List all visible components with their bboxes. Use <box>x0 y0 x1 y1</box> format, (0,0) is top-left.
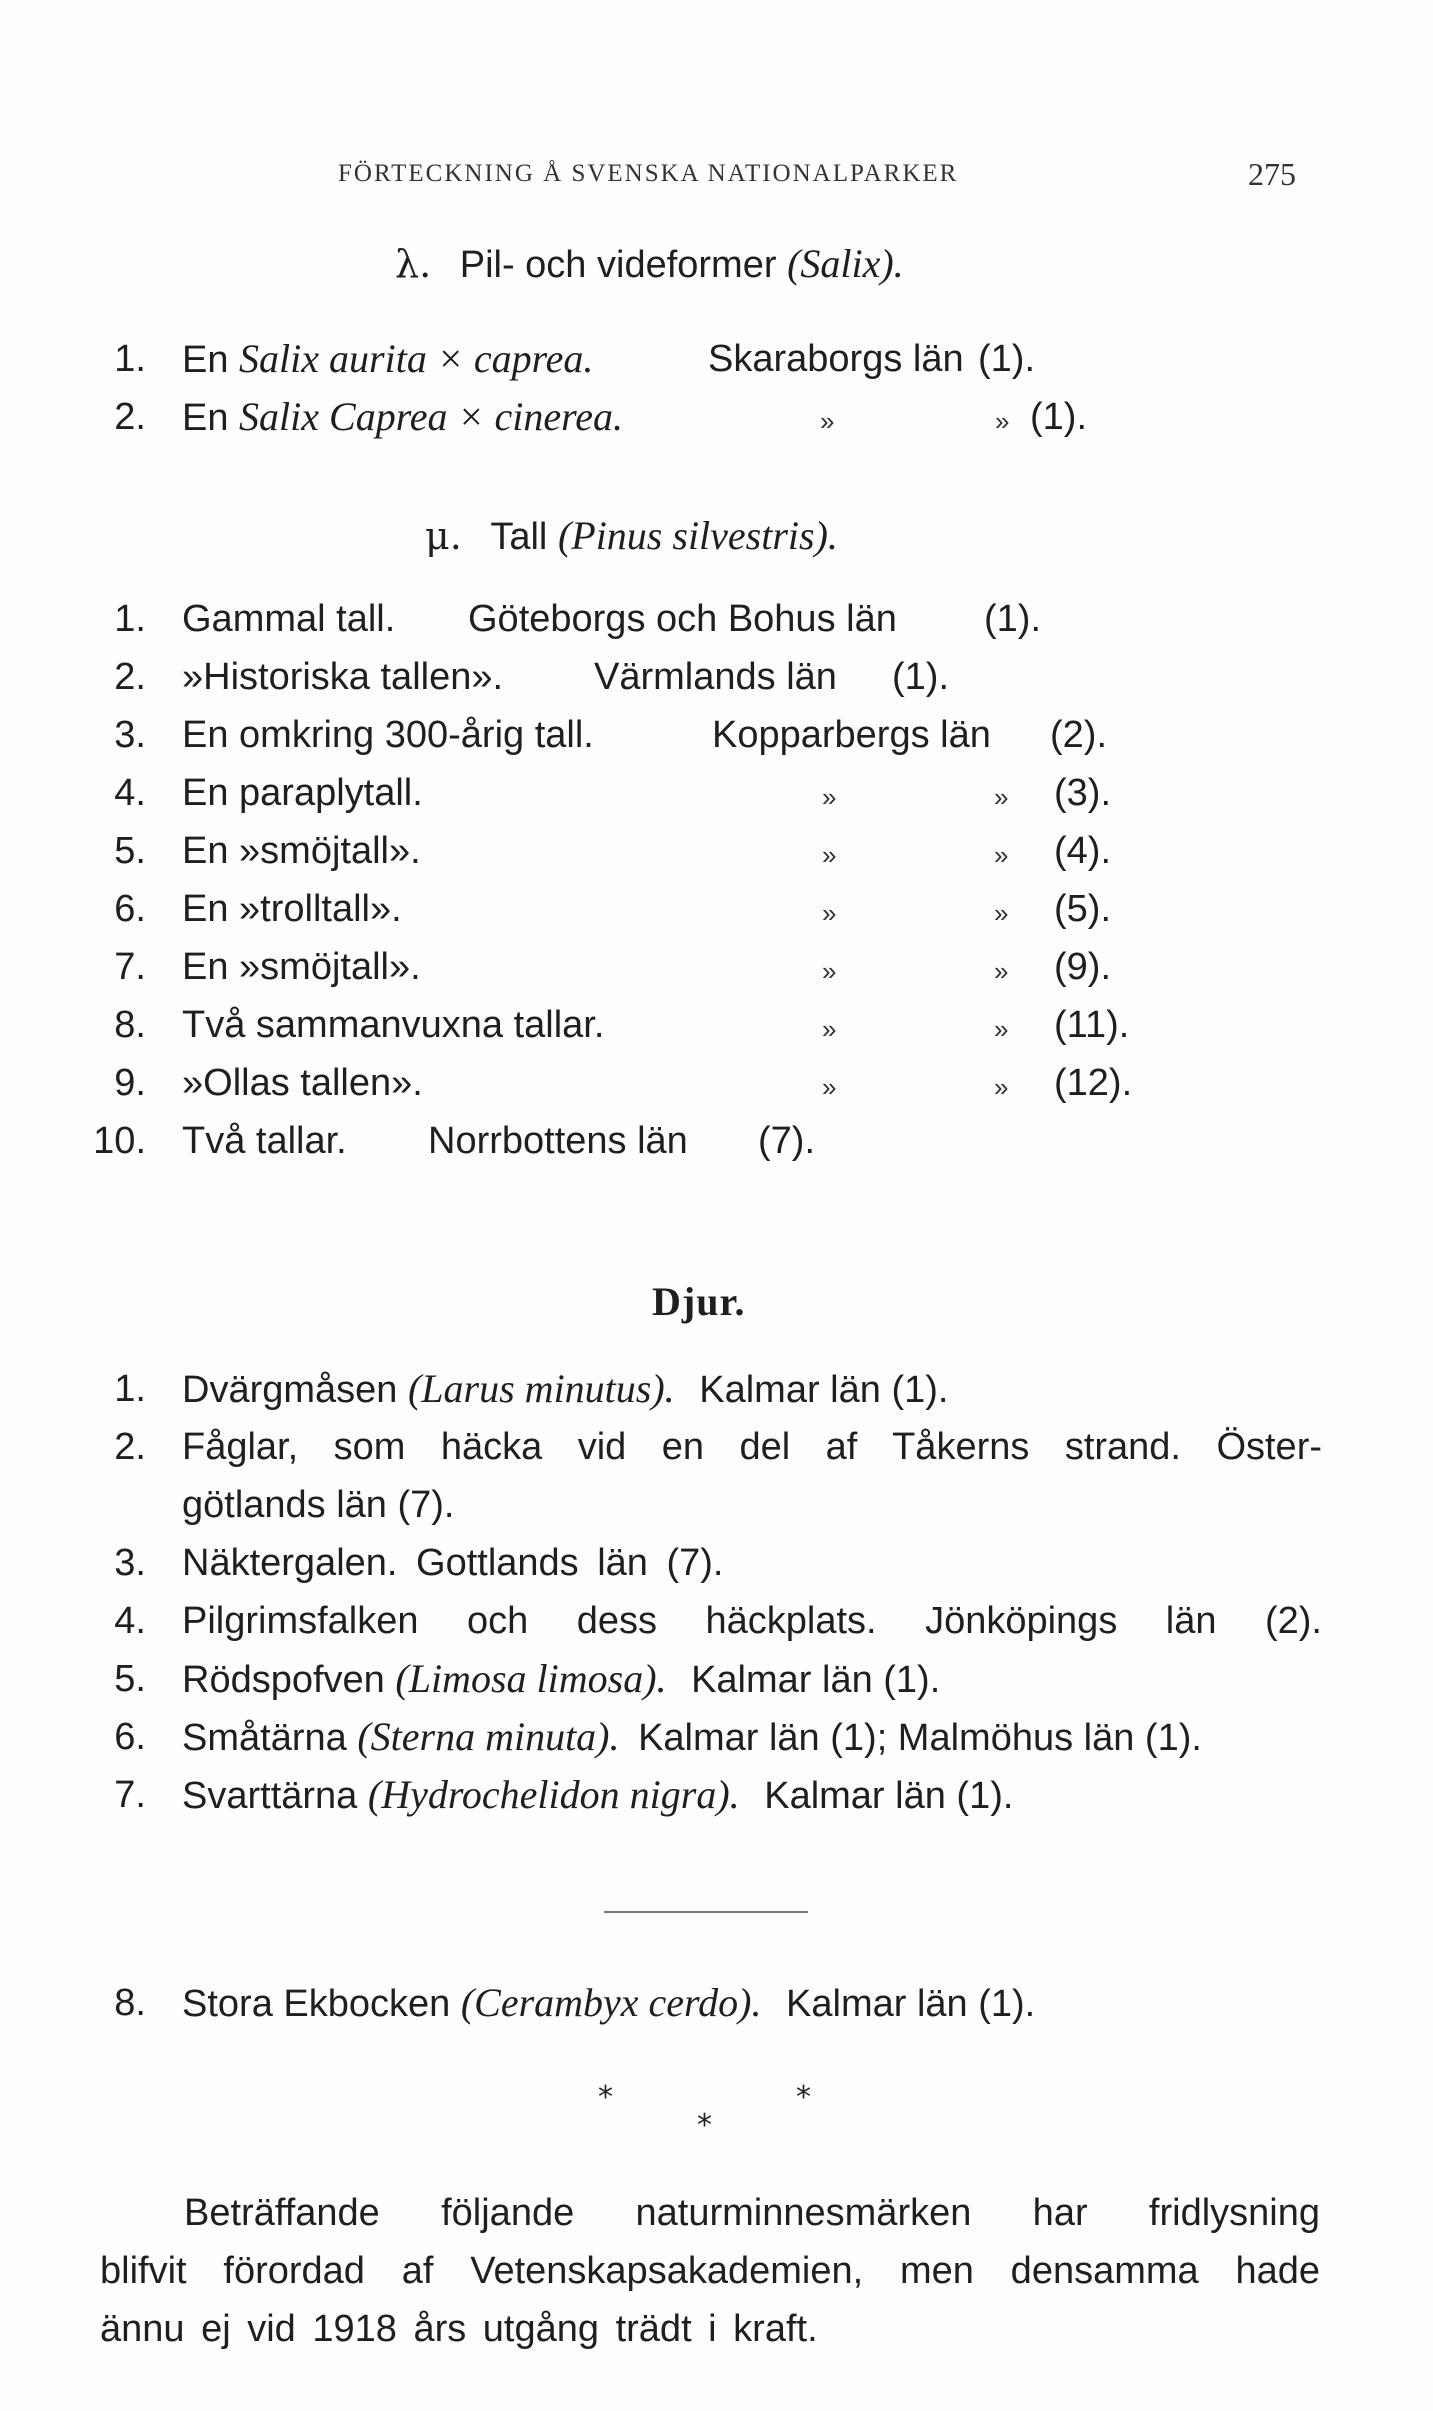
item-text: Näktergalen. Gottlands län (7). <box>182 1542 724 1584</box>
item-text: En paraplytall. <box>182 772 423 814</box>
item-number: 8. <box>114 1004 146 1046</box>
item-text: Rödspofven <box>182 1659 385 1701</box>
closing-paragraph <box>100 2184 1320 2358</box>
section-title: Tall <box>490 516 548 558</box>
count: (12). <box>1054 1062 1133 1104</box>
ditto-mark: » <box>994 840 1009 870</box>
item-number: 6. <box>114 1716 146 1758</box>
item-text: götlands län (7). <box>182 1484 455 1526</box>
page-number: 275 <box>1248 156 1296 192</box>
latin-name: (Sterna minuta). <box>357 1714 620 1759</box>
ditto-mark: » <box>994 1014 1009 1044</box>
item-text: Småtärna <box>182 1717 347 1759</box>
item-text: Svarttärna <box>182 1775 358 1817</box>
latin-name: (Limosa limosa). <box>395 1656 667 1701</box>
item-number: 1. <box>114 598 146 640</box>
latin-name: (Cerambyx cerdo). <box>460 1980 762 2025</box>
item-number: 3. <box>114 714 146 756</box>
count: (7). <box>758 1120 815 1162</box>
item-number: 7. <box>114 1774 146 1816</box>
asterisk: * <box>796 2080 811 2115</box>
item-text: En <box>182 397 229 439</box>
county: Norrbottens län <box>428 1120 688 1162</box>
item-number: 6. <box>114 888 146 930</box>
item-text: »Historiska tallen». <box>182 656 504 698</box>
ditto-mark: » <box>822 1072 837 1102</box>
section-title-djur: Djur. <box>652 1279 746 1324</box>
count: (11). <box>1054 1004 1130 1046</box>
item-number: 9. <box>114 1062 146 1104</box>
ditto-mark: » <box>822 782 837 812</box>
item-text: Fåglar, som häcka vid en del af Tåkerns strand. Öster- <box>182 1426 1322 1468</box>
item-number: 5. <box>114 830 146 872</box>
count: (5). <box>1054 888 1111 930</box>
item-number: 2. <box>114 656 146 698</box>
county: Kalmar län (1). <box>691 1659 941 1701</box>
ditto-mark: » <box>822 1014 837 1044</box>
ditto-mark: » <box>822 956 837 986</box>
salix-heading <box>395 240 904 287</box>
item-number: 4. <box>114 1600 146 1642</box>
item-text: Pilgrimsfalken och dess häckplats. Jönköpings län (2). <box>182 1600 1322 1642</box>
ditto-mark: » <box>820 406 835 436</box>
running-head: FÖRTECKNING Å SVENSKA NATIONALPARKER <box>338 160 959 187</box>
county: Göteborgs och Bohus län <box>468 598 897 640</box>
ditto-mark: » <box>994 898 1009 928</box>
ditto-mark: » <box>822 840 837 870</box>
item-text: Gammal tall. <box>182 598 396 640</box>
paragraph-line: ännu ej vid 1918 års utgång trädt i kraft. <box>100 2308 818 2350</box>
count: (4). <box>1054 830 1111 872</box>
ditto-mark: » <box>994 782 1009 812</box>
section-title-latin: (Pinus silvestris). <box>557 513 838 558</box>
item-text: Dvärgmåsen <box>182 1369 398 1411</box>
county: Skaraborgs län <box>708 338 964 380</box>
item-text: En »trolltall». <box>182 888 402 930</box>
count: (9). <box>1054 946 1111 988</box>
item-text: En »smöjtall». <box>182 946 421 988</box>
latin-name: Salix Caprea × cinerea. <box>239 394 623 439</box>
item-text: Stora Ekbocken <box>182 1983 451 2025</box>
county: Kopparbergs län <box>712 714 991 756</box>
count: (1). <box>984 598 1041 640</box>
asterisk: * <box>598 2080 613 2115</box>
item-text: En omkring 300-årig tall. <box>182 714 594 756</box>
county: Kalmar län (1). <box>764 1775 1014 1817</box>
item-number: 7. <box>114 946 146 988</box>
item-text: Två tallar. <box>182 1120 347 1162</box>
item-number: 3. <box>114 1542 146 1584</box>
item-number: 4. <box>114 772 146 814</box>
count: (1). <box>892 656 949 698</box>
count: (3). <box>1054 772 1111 814</box>
item-number: 8. <box>114 1982 146 2024</box>
count: (1). <box>1030 396 1087 438</box>
county: Kalmar län (1). <box>699 1369 949 1411</box>
count: (1). <box>978 338 1035 380</box>
item-number: 1. <box>114 1368 146 1410</box>
section-title-latin: (Salix). <box>787 241 904 286</box>
section-divider <box>604 1911 808 1913</box>
latin-name: (Hydrochelidon nigra). <box>367 1772 740 1817</box>
paragraph-line: blifvit förordad af Vetenskapsakademien, men densamma hade <box>100 2250 1320 2292</box>
item-number: 5. <box>114 1658 146 1700</box>
paragraph-line: Beträffande följande naturminnesmärken har fridlysning <box>184 2192 1320 2234</box>
item-text: En <box>182 339 229 381</box>
county: Kalmar län (1); Malmöhus län (1). <box>638 1717 1202 1759</box>
section-letter: λ. <box>395 242 432 286</box>
count: (2). <box>1050 714 1107 756</box>
pinus-heading <box>425 512 838 559</box>
item-number: 2. <box>114 1426 146 1468</box>
item-text: En »smöjtall». <box>182 830 421 872</box>
ditto-mark: » <box>995 406 1010 436</box>
item-number: 10. <box>93 1120 146 1162</box>
item-text: »Ollas tallen». <box>182 1062 423 1104</box>
ditto-mark: » <box>822 898 837 928</box>
item-text: Två sammanvuxna tallar. <box>182 1004 605 1046</box>
item-number: 2. <box>114 396 146 438</box>
ditto-mark: » <box>994 956 1009 986</box>
ditto-mark: » <box>994 1072 1009 1102</box>
item-number: 1. <box>114 338 146 380</box>
section-letter: μ. <box>425 514 462 558</box>
county: Värmlands län <box>594 656 837 698</box>
county: Kalmar län (1). <box>786 1983 1036 2025</box>
section-title: Pil- och videformer <box>459 244 777 286</box>
latin-name: Salix aurita × caprea. <box>239 336 594 381</box>
asterisk: * <box>697 2108 712 2143</box>
latin-name: (Larus minutus). <box>407 1366 675 1411</box>
